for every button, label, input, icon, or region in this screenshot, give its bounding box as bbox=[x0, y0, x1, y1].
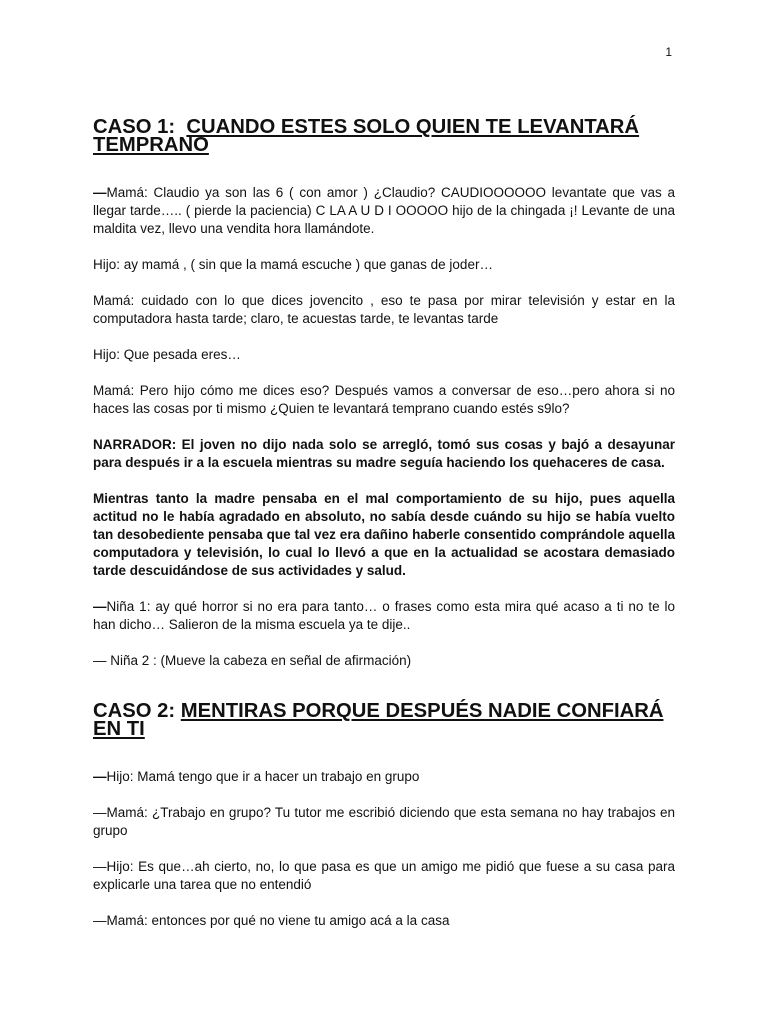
dialogue-dash: — bbox=[93, 185, 107, 200]
page-number: 1 bbox=[665, 45, 672, 59]
case1-title: CUANDO ESTES SOLO QUIEN TE LEVANTARÁ TEMPRANO bbox=[93, 116, 640, 156]
case2-paragraph-1 bbox=[93, 768, 675, 786]
case2-heading bbox=[93, 702, 675, 738]
case1-paragraph-3: Mamá: cuidado con lo que dices jovencito , eso te pasa por mirar televisión y estar en la computadora hasta tarde; claro, te acuestas tarde, te levantas tarde bbox=[93, 293, 675, 326]
case1-paragraph-1 bbox=[93, 184, 675, 238]
case2-paragraph-2: —Mamá: ¿Trabajo en grupo? Tu tutor me escribió diciendo que esta semana no hay trabajos en grupo bbox=[93, 805, 675, 838]
case2-paragraph-3: —Hijo: Es que…ah cierto, no, lo que pasa es que un amigo me pidió que fuese a su casa para explicarle una tarea que no entendió bbox=[93, 859, 675, 892]
case1-paragraph-8 bbox=[93, 598, 675, 634]
dialogue-dash: — bbox=[93, 769, 107, 784]
case1-paragraph-9: — Niña 2 : (Mueve la cabeza en señal de afirmación) bbox=[93, 653, 412, 668]
case1-paragraph-4: Hijo: Que pesada eres… bbox=[93, 347, 241, 362]
case1-paragraph-5: Mamá: Pero hijo cómo me dices eso? Después vamos a conversar de eso…pero ahora si no haces las cosas por ti mismo ¿Quien te levantará temprano cuando estés s9lo? bbox=[93, 383, 675, 416]
case1-paragraph-2: Hijo: ay mamá , ( sin que la mamá escuche ) que ganas de joder… bbox=[93, 257, 493, 272]
dialogue-dash: — bbox=[93, 599, 107, 614]
paragraph-text: Hijo: Mamá tengo que ir a hacer un trabajo en grupo bbox=[106, 769, 420, 784]
case2-paragraph-4: —Mamá: entonces por qué no viene tu amigo acá a la casa bbox=[93, 913, 450, 928]
case1-label: CASO 1: bbox=[93, 116, 176, 138]
case1-paragraph-narration: Mientras tanto la madre pensaba en el mal comportamiento de su hijo, pues aquella actitud no le había agradado en absoluto, no sabía desde cuándo su hijo se había vuelto tan desobediente pensaba que tal vez era dañino haberle consentido comprándole aquella computadora y televisión, lo cual lo llevó a que en la actualidad se acostara demasiado tarde descuidándose de sus actividades y salud. bbox=[93, 491, 675, 578]
paragraph-text: Niña 1: ay qué horror si no era para tanto… o frases como esta mira qué acaso a ti no te lo han dicho… Salieron de la misma escuela ya te dije.. bbox=[93, 599, 675, 632]
case2-label: CASO 2: bbox=[93, 700, 176, 722]
case2-title: MENTIRAS PORQUE DESPUÉS NADIE CONFIARÁ EN TI bbox=[93, 700, 664, 740]
case1-paragraph-narrator: NARRADOR: El joven no dijo nada solo se arregló, tomó sus cosas y bajó a desayunar para después ir a la escuela mientras su madre seguía haciendo los quehaceres de casa. bbox=[93, 437, 675, 470]
case1-heading bbox=[93, 118, 675, 154]
document-body bbox=[93, 118, 675, 930]
paragraph-text: Mamá: Claudio ya son las 6 ( con amor ) ¿Claudio? CAUDIOOOOOO levantate que vas a llegar tarde….. ( pierde la paciencia) C LA A U D I OOOOO hijo de la chingada ¡! Levante de una maldita vez, llevo una vendita hora llamándote. bbox=[93, 185, 675, 236]
